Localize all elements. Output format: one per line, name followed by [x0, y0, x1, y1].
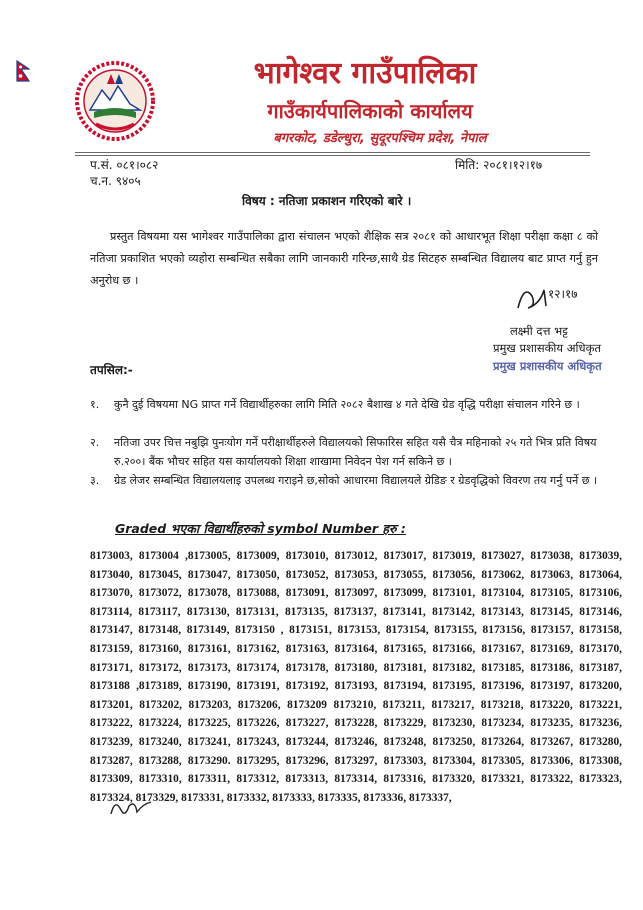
header-divider [75, 155, 590, 156]
note-text: कुनै दुई विषयमा NG प्राप्त गर्ने विद्यार्थीहरुका लागि मिति २०८२ बैशाख ४ गते देखि ग्रेड वृद्धि परीक्षा संचालन गरिने छ । [114, 398, 580, 411]
note-text: नतिजा उपर चित्त नबुझि पुनःयोग गर्ने परीक्षार्थीहरुले विद्यालयको सिफारिस सहित यसै चैत्र महिनाको २५ गते भित्र प्रति विषय रु.२००। बैंक भौचर सहित यस कार्यालयको शिक्षा शाखामा निवेदन पेश गर्न सकिने छ । [114, 436, 597, 468]
note-text: ग्रेड लेजर सम्बन्धित विद्यालयलाइ उपलब्ध गराइने छ,सोको आधारमा विद्यालयले ग्रेडिङ र ग्रेडवृद्धिको विवरण तय गर्नु पर्ने छ । [114, 474, 598, 487]
letter-reference-number: प.सं. ०८१।०८२ [90, 158, 159, 172]
nepal-flag-icon [16, 60, 30, 82]
signatory-name: लक्ष्मी दत्त भट्ट [510, 324, 568, 338]
note-item [90, 433, 605, 471]
body-paragraph: प्रस्तुत विषयमा यस भागेश्वर गाउँपालिका द्वारा संचालन भएको शैक्षिक सत्र २०८१ को आधारभूत शिक्षा परीक्षा कक्षा ८ को नतिजा प्रकाशित भएको व्यहोरा सम्बन्धित सबैका लागि जानकारी गरिन्छ,साथै ग्रेड सिटहरु सम्बन्धित विद्यालय बाट प्राप्त गर्नु हुन अनुरोध छ । [90, 230, 598, 287]
details-heading: तपसिल:- [90, 363, 133, 377]
municipality-title: भागेश्वर गाउँपालिका [253, 56, 477, 91]
government-emblem-icon [74, 60, 156, 142]
graded-list-heading: Graded भएका विद्यार्थीहरुको symbol Number हरु : [115, 521, 406, 536]
signature-date: १२।१७ [548, 287, 578, 301]
note-number: २. [90, 436, 100, 449]
letter-subject: विषय : नतिजा प्रकाशन गरिएको बारे । [242, 194, 412, 208]
designation-stamp: प्रमुख प्रशासकीय अधिकृत [493, 359, 602, 373]
signatory-designation: प्रमुख प्रशासकीय अधिकृत [493, 341, 601, 355]
office-title: गाउँकार्यपालिकाको कार्यालय [267, 99, 473, 123]
initials-mark [107, 796, 157, 820]
note-item [90, 471, 605, 490]
note-item [90, 395, 605, 414]
signature-mark [510, 278, 610, 318]
header-divider [75, 152, 590, 153]
graded-symbol-numbers: 8173003, 8173004 ,8173005, 8173009, 8173010, 8173012, 8173017, 8173019, 8173027, 8173038, 8173039, 8173040, 8173045, 8173047, 8173050, 8173052, 8173053, 8173055, 8173056, 8173062, 8173063, 8173064, 8173070, 8173072, 8173078, 8173088, 8173091, 8173097, 8173099, 8173101, 8173104, 8173105, 8173106, 8173114, 8173117, 8173130, 8173131, 8173135, 8173137, 8173141, 8173142, 8173143, 8173145, 8173146, 8173147, 8173148, 8173149, 8173150 , 8173151, 8173153, 8173154, 8173155, 8173156, 8173157, 8173158, 8173159, 8173160, 8173161, 8173162, 8173163, 8173164, 8173165, 8173166, 8173167, 8173169, 8173170, 8173171, 8173172, 8173173, 8173174, 8173178, 8173180, 8173181, 8173182, 8173185, 8173186, 8173187, 8173188 ,8173189, 8173190, 8173191, 8173192, 8173193, 8173194, 8173195, 8173196, 8173197, 8173200, 8173201, 8173202, 8173203, 8173206, 8173209 8173210, 8173211, 8173217, 8173218, 8173220, 8173221, 8173222, 8173224, 8173225, 8173226, 8173227, 8173228, 8173229, 8173230, 8173234, 8173235, 8173236, 8173239, 8173240, 8173241, 8173243, 8173244, 8173246, 8173248, 8173250, 8173264, 8173267, 8173280, 8173287, 8173288, 8173290. 8173295, 8173296, 8173297, 8173303, 8173304, 8173305, 8173306, 8173308, 8173309, 8173310, 8173311, 8173312, 8173313, 8173314, 8173316, 8173320, 8173321, 8173322, 8173323, 8173324, 8173329, 8173331, 8173332, 8173333, 8173335, 8173336, 8173337, [90, 550, 622, 804]
letter-date: मिति: २०८१।१२।१७ [455, 158, 543, 172]
note-number: ३. [90, 474, 100, 487]
dispatch-number: च.न. ९४०५ [90, 174, 141, 188]
note-number: १. [90, 398, 100, 411]
office-address: बगरकोट, डडेल्धुरा, सुदूरपश्चिम प्रदेश, नेपाल [273, 131, 487, 146]
